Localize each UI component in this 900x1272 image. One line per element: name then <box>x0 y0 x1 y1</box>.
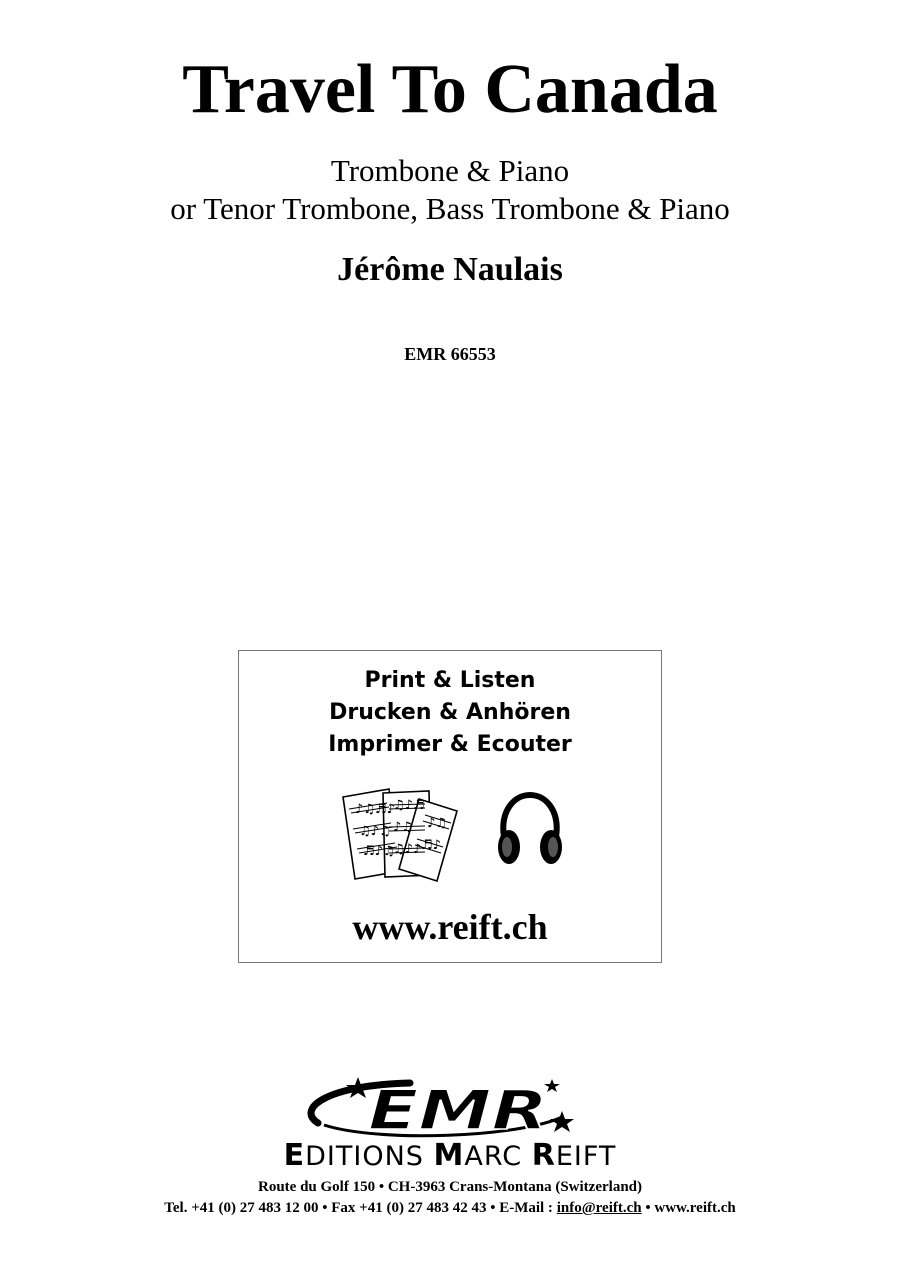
svg-text:♫♪♪: ♫♪♪ <box>393 842 422 857</box>
contact-block <box>0 1177 900 1219</box>
promo-website[interactable]: www.reift.ch <box>352 907 548 947</box>
emr-logo-text: EMR <box>368 1079 548 1141</box>
instrumentation-line-1: Trombone & Piano <box>330 153 570 188</box>
promo-text <box>239 665 661 761</box>
promo-line-german: Drucken & Anhören <box>329 700 571 725</box>
promo-line-french: Imprimer & Ecouter <box>328 732 572 757</box>
website-text[interactable]: • www.reift.ch <box>641 1200 736 1216</box>
headphones-icon <box>496 791 564 871</box>
publisher-word-1-initial: E <box>283 1138 306 1173</box>
svg-text:♬♪: ♬♪ <box>421 838 441 853</box>
contact-line <box>0 1198 900 1219</box>
svg-text:♫♪♬: ♫♪♬ <box>393 798 425 813</box>
composer-name: Jérôme Naulais <box>337 251 563 288</box>
phone-fax: Tel. +41 (0) 27 483 12 00 • Fax +41 (0) 27 483 42 43 • E-Mail : <box>164 1200 557 1216</box>
publisher-word-1-rest: DITIONS <box>305 1141 424 1172</box>
catalog-number: EMR 66553 <box>404 344 496 364</box>
postal-address: Route du Golf 150 • CH-3963 Crans-Montana (Switzerland) <box>258 1179 642 1195</box>
publisher-word-3-rest: EIFT <box>555 1141 617 1172</box>
publisher-name <box>0 1140 900 1173</box>
emr-logo <box>300 1073 600 1141</box>
instrumentation-line-2: or Tenor Trombone, Bass Trombone & Piano <box>170 191 730 226</box>
instrumentation <box>0 152 900 228</box>
svg-text:♬♪♫: ♬♪♫ <box>363 844 395 859</box>
svg-text:♪♫: ♪♫ <box>393 820 413 835</box>
email-link[interactable]: info@reift.ch <box>556 1200 642 1216</box>
svg-text:♪♫♬♪: ♪♫♬♪ <box>355 802 395 817</box>
publisher-word-3-initial: R <box>531 1138 556 1173</box>
promo-line-english: Print & Listen <box>364 668 536 693</box>
svg-text:♪♫: ♪♫ <box>427 816 447 831</box>
page-title: Travel To Canada <box>182 51 718 128</box>
publisher-word-2-initial: M <box>433 1138 465 1173</box>
publisher-word-2-rest: ARC <box>464 1141 523 1172</box>
sheet-music-icon <box>339 785 469 885</box>
print-listen-box <box>238 650 662 963</box>
svg-text:♫♪♫: ♫♪♫ <box>359 824 391 839</box>
